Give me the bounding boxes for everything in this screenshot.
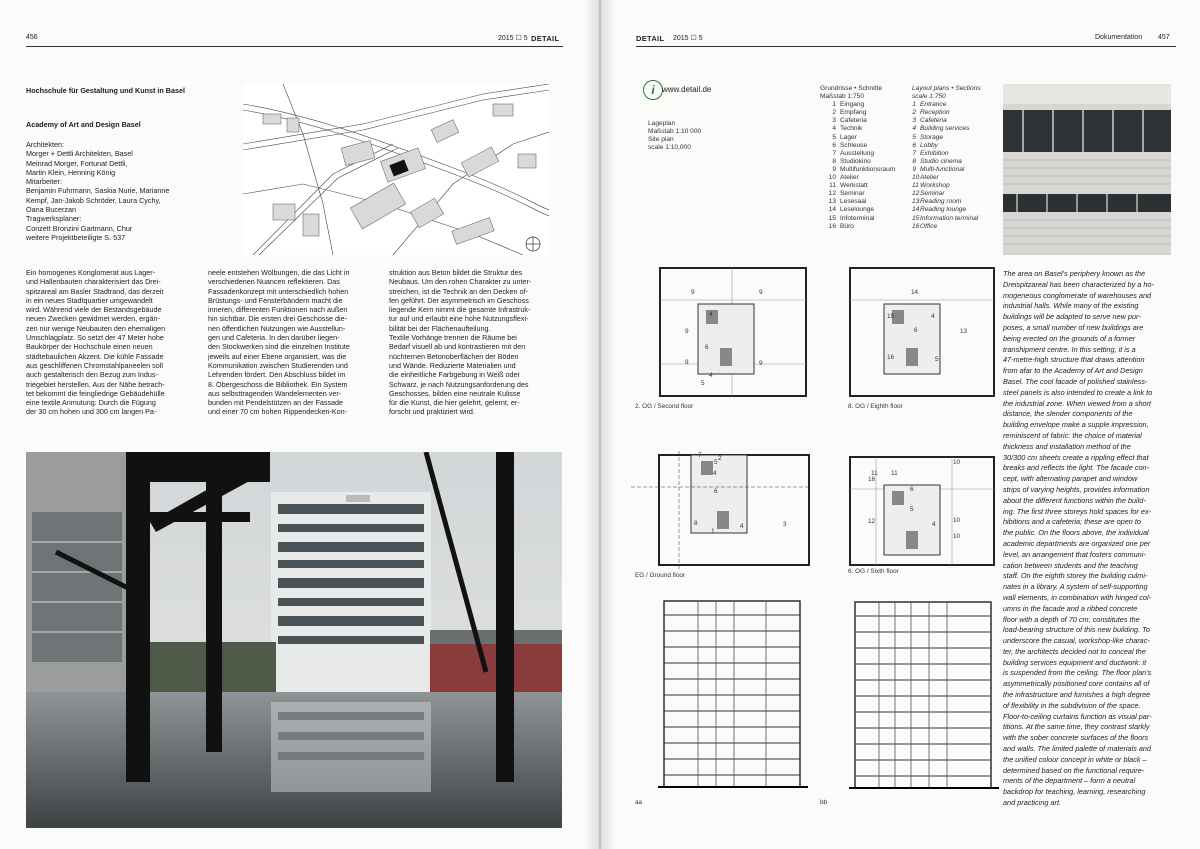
legend-row xyxy=(820,223,895,231)
legend-label-en: Multi-functional xyxy=(920,165,965,173)
legend-number: 3 xyxy=(832,117,836,125)
legend-number: 9 xyxy=(832,165,836,173)
plan-room-number: 1 xyxy=(711,528,715,535)
plan-room-number: 6 xyxy=(910,486,914,493)
english-line: the industrial zone. When viewed from a short xyxy=(1003,398,1152,408)
body-line: neuen Zwecken gewidmet werden, ergän- xyxy=(26,314,160,324)
website-url[interactable]: www.detail.de xyxy=(662,85,712,94)
english-line: Basel. The cool facade of polished stainless- xyxy=(1003,376,1148,386)
plan-room-number: 10 xyxy=(953,517,961,524)
credit-line: weitere Projektbeteiligte S. 537 xyxy=(26,232,126,242)
body-line: hin sichtbar. Die ersten drei Geschosse die- xyxy=(208,314,348,324)
body-line: und Wände. Reduzierte Materialien und xyxy=(389,360,516,370)
english-line: academic departments are organized one per xyxy=(1003,538,1151,548)
legend-label-de: Eingang xyxy=(840,101,865,109)
legend-number: 11 xyxy=(829,182,836,190)
legend-row xyxy=(820,158,895,166)
legend-number: 10 xyxy=(912,174,920,182)
legend-row xyxy=(912,158,981,166)
english-line: and walls. The limited palette of materials and xyxy=(1003,744,1152,754)
legend-number: 6 xyxy=(912,141,916,149)
legend-row xyxy=(912,142,981,150)
legend-label-de: Leselounge xyxy=(840,206,875,214)
english-line: the infrastructure and furnishes a high degree xyxy=(1003,690,1151,700)
body-line: für die Kunst, die hier gelehrt, gelernt, er- xyxy=(389,398,520,408)
issue-right: 2015 ☐ 5 xyxy=(673,35,703,42)
legend-number: 13 xyxy=(912,198,920,206)
body-line: liegende Kern nimmt die gesamte Infrastruk- xyxy=(389,305,531,315)
body-line: in ein neues Stadtquartier umgewandelt xyxy=(26,295,153,305)
caption-second-floor: 2. OG / Second floor xyxy=(635,403,694,410)
plan-room-number: 4 xyxy=(932,521,936,528)
plan-room-number: 13 xyxy=(960,328,968,335)
plan-room-number: 4 xyxy=(709,372,713,379)
body-column-2 xyxy=(208,268,386,417)
body-line: bilität bei der Flächenaufteilung. xyxy=(389,323,491,333)
legend-row xyxy=(820,215,895,223)
body-line: städtebaulichen Akzent. Die kühle Fassade xyxy=(26,351,164,361)
legend-row xyxy=(912,223,981,231)
legend-number: 14 xyxy=(828,206,836,214)
body-line: zen nur wenige Neubauten den ehemaligen xyxy=(26,323,166,333)
legend-number: 8 xyxy=(912,157,916,165)
detail-logo-left: DETAIL xyxy=(531,34,560,43)
plan-room-number: 16 xyxy=(887,354,895,361)
legend-heading: scale 1:750 xyxy=(912,93,946,101)
siteplan-caption-line: Lageplan xyxy=(648,120,676,127)
english-line: level, an arrangement that fosters communi- xyxy=(1003,549,1146,559)
legend-row xyxy=(820,182,895,190)
legend-label-en: Entrance xyxy=(920,101,947,109)
english-line: industrial halls. While many of the existing xyxy=(1003,301,1139,311)
credit-line: Meinrad Morger, Fortunat Dettli, xyxy=(26,158,128,168)
credit-line: Kempf, Jan-Jakob Schröder, Laura Cychy, xyxy=(26,195,161,205)
legend-row xyxy=(912,117,981,125)
legend-number: 16 xyxy=(828,222,836,230)
site-plan-drawing xyxy=(243,84,549,255)
legend-german xyxy=(820,85,895,231)
plan-room-number: 4 xyxy=(740,523,744,530)
legend-row xyxy=(912,166,981,174)
english-line: backdrop for teaching, learning, researching xyxy=(1003,787,1146,797)
body-line: nen öffentlichen Nutzungen wie Ausstellun- xyxy=(208,323,346,333)
body-line: Textile Vorhänge trennen die Räume bei xyxy=(389,333,517,343)
section-name: Dokumentation xyxy=(1095,34,1143,41)
body-line: Umschlagplatz. So setzt der 47 Meter hohe xyxy=(26,333,164,343)
credit-line: Conzett Bronzini Gartmann, Chur xyxy=(26,223,133,233)
body-line: aus geschliffenen Chromstahlpaneelen soll xyxy=(26,360,163,370)
body-line: inneren, differenten Funktionen nach außen xyxy=(208,305,348,315)
caption-ground-floor: EG / Ground floor xyxy=(635,572,686,579)
legend-number: 2 xyxy=(912,109,916,117)
body-line: aus selbsttragenden Wandelementen ver- xyxy=(208,388,342,398)
body-line: Brüstungs- und Fensterbändern macht die xyxy=(208,295,343,305)
legend-label-de: Lesesaal xyxy=(840,198,867,206)
plan-room-number: 11 xyxy=(871,470,878,477)
legend-row xyxy=(820,117,895,125)
siteplan-caption xyxy=(648,120,701,152)
body-line: die einheitliche Farbgebung in Weiß oder xyxy=(389,370,520,380)
legend-row xyxy=(912,125,981,133)
body-line: der 30 cm hohen und 300 cm langen Pa- xyxy=(26,407,157,417)
english-line: mogeneous conglomerate of warehouses and xyxy=(1003,290,1152,300)
legend-row xyxy=(820,190,895,198)
english-line: of flexibility in the subdivision of the space. xyxy=(1003,700,1141,710)
legend-number: 1 xyxy=(912,101,916,109)
siteplan-caption-line: Maßstab 1:10 000 xyxy=(648,128,702,136)
english-line: building services equipment and ductwork: it xyxy=(1003,657,1147,667)
legend-row xyxy=(820,134,895,142)
english-line: building envelope make a supple impression, xyxy=(1003,420,1149,430)
legend-number: 7 xyxy=(912,149,916,157)
legend-row xyxy=(820,166,895,174)
plan-room-number: 7 xyxy=(698,452,702,459)
legend-number: 14 xyxy=(912,206,920,214)
legend-row xyxy=(820,101,895,109)
body-line: auch gestalterisch den Bezug zum Indus- xyxy=(26,370,158,380)
plan-room-number: 5 xyxy=(910,506,914,513)
english-line: with the sober concrete surfaces of the floors xyxy=(1003,733,1149,743)
header-rule-left xyxy=(26,46,563,47)
plan-room-number: 8 xyxy=(694,520,698,527)
plan-room-number: 3 xyxy=(783,521,787,528)
legend-number: 5 xyxy=(912,133,916,141)
body-line: triegebiet herstellen. Aus der Nähe betrach- xyxy=(26,379,165,389)
legend-label-de: Studiokino xyxy=(840,157,871,165)
legend-row xyxy=(912,182,981,190)
legend-row xyxy=(820,198,895,206)
english-text xyxy=(1003,269,1179,809)
body-line: wird. Während viele der Bestandsgebäude xyxy=(26,305,162,315)
legend-label-de: Technik xyxy=(840,125,863,133)
legend-label-de: Werkstatt xyxy=(840,182,868,190)
caption-eighth-floor: 8. OG / Eighth floor xyxy=(848,403,903,410)
legend-number: 2 xyxy=(832,109,836,117)
body-column-3 xyxy=(389,268,567,417)
legend-number: 9 xyxy=(912,165,916,173)
plan-room-number: 5 xyxy=(935,356,939,363)
page-number-right: 457 xyxy=(1158,34,1170,41)
header-rule-right xyxy=(636,46,1176,47)
body-line: Lehrenden fördert. Den Abschluss bildet im xyxy=(208,370,346,380)
body-line: tet bekommt die feingliedrige Gebäudehülle xyxy=(26,388,165,398)
page-number-left: 456 xyxy=(26,34,38,41)
siteplan-caption-line: Site plan xyxy=(648,136,674,144)
english-line: buildings will be adapted to serve new pur- xyxy=(1003,312,1141,322)
legend-number: 6 xyxy=(832,141,836,149)
english-line: Dreispitzareal has been characterized by a ho- xyxy=(1003,279,1154,289)
legend-label-de: Schleuse xyxy=(840,141,868,149)
legend-number: 12 xyxy=(912,190,920,198)
legend-number: 8 xyxy=(832,157,836,165)
english-line: underscore the casual, workshop-like charac- xyxy=(1003,636,1150,646)
english-line: cept, with alternating parapet and window xyxy=(1003,474,1138,484)
english-line: strips of varying heights, provides information xyxy=(1003,484,1150,494)
english-line: floor with a depth of 70 cm, constitutes the xyxy=(1003,614,1140,624)
english-line: poses, a small number of new buildings are xyxy=(1003,322,1144,332)
legend-label-de: Seminar xyxy=(840,190,865,198)
caption-sixth-floor: 6. OG / Sixth floor xyxy=(848,568,899,575)
legend-number: 3 xyxy=(912,117,916,125)
legend-row xyxy=(820,125,895,133)
body-line: und einer 70 cm hohen Rippendecken-Kon- xyxy=(208,407,348,417)
english-line: steel panels is also intended to create a link to xyxy=(1003,387,1153,397)
credit-line: Architekten: xyxy=(26,140,64,149)
section-bb xyxy=(849,596,999,796)
body-line: Neubaus. Um den rohen Charakter zu unter- xyxy=(389,277,532,287)
english-line: the unified colour concept in white or black – xyxy=(1003,754,1147,764)
legend-row xyxy=(912,101,981,109)
legend-number: 13 xyxy=(828,198,836,206)
plan-room-number: 11 xyxy=(891,470,898,477)
plan-room-number: 10 xyxy=(953,533,961,540)
plan-room-number: 15 xyxy=(887,313,895,320)
body-line: verschiedenen Nuancen reflektieren. Das xyxy=(208,277,340,287)
english-line: The area on Basel's periphery known as the xyxy=(1003,269,1146,278)
body-line: nüchternen Betonoberflächen der Böden xyxy=(389,351,519,361)
legend-label-en: Workshop xyxy=(920,182,950,190)
legend-row xyxy=(912,134,981,142)
plan-room-number: 2 xyxy=(718,455,722,462)
english-line: thickness and installation method of the xyxy=(1003,441,1131,451)
body-line: struktion aus Beton bildet die Struktur des xyxy=(389,268,523,277)
legend-number: 1 xyxy=(832,101,836,109)
legend-row xyxy=(820,206,895,214)
english-line: load-bearing structure of this new building. To xyxy=(1003,625,1150,635)
english-line: from afar to the Academy of Art and Design xyxy=(1003,366,1143,376)
legend-label-en: Exhibition xyxy=(920,149,949,157)
body-line: Kommunikation zwischen Studierenden und xyxy=(208,360,348,370)
english-line: ing. The first three storeys hold spaces for ex- xyxy=(1003,506,1152,516)
legend-row xyxy=(912,174,981,182)
body-line: Schwarz, je nach Nutzungsanforderung des xyxy=(389,379,529,389)
legend-label-de: Ausstellung xyxy=(840,149,875,157)
legend-number: 10 xyxy=(828,174,836,182)
legend-row xyxy=(820,174,895,182)
english-line: reminiscent of fabric: the choice of material xyxy=(1003,430,1142,440)
legend-row xyxy=(912,215,981,223)
credit-line: Mitarbeiter: xyxy=(26,177,62,187)
title-en: Academy of Art and Design Basel xyxy=(26,120,141,129)
legend-label-de: Multifunktionsraum xyxy=(840,165,896,173)
english-line: ter, the architects decided not to conceal the xyxy=(1003,646,1146,656)
body-line: neele entstehen Wölbungen, die das Licht in xyxy=(208,268,350,277)
english-line: wall elements, in combination with hinged col- xyxy=(1003,592,1152,602)
plan-room-number: 12 xyxy=(868,518,876,525)
legend-number: 12 xyxy=(828,190,836,198)
plan-room-number: 10 xyxy=(953,459,961,466)
detail-logo-right: DETAIL xyxy=(636,34,665,43)
caption-section-bb: bb xyxy=(820,799,828,806)
credit-line: Oana Bucerzan xyxy=(26,205,76,215)
plan-room-number: 6 xyxy=(705,344,709,351)
body-line: gen und Cafeteria. In den darüber liegen- xyxy=(208,333,340,343)
issue-left: 2015 ☐ 5 xyxy=(498,35,528,42)
english-line: hibitions and a cafeteria; these are open to xyxy=(1003,517,1141,527)
body-line: spitzareal am Basler Stadtrand, das derzeit xyxy=(26,286,164,296)
body-line: bunden mit Pendelstützen an der Fassade xyxy=(208,398,344,408)
plan-room-number: 9 xyxy=(759,360,763,367)
legend-label-de: Büro xyxy=(840,222,854,230)
body-line: jeweils auf einer Ebene organisiert, was die xyxy=(208,351,347,361)
legend-number: 5 xyxy=(832,133,836,141)
english-line: ments of the department – form a neutral xyxy=(1003,776,1136,786)
credit-line: Morger + Dettli Architekten, Basel xyxy=(26,149,133,159)
body-line: forscht und praktiziert wird. xyxy=(389,407,475,417)
english-line: titions. At the same time, they contrast starkly xyxy=(1003,722,1150,732)
legend-label-en: Building services xyxy=(920,125,970,133)
english-line: distance, the slender components of the xyxy=(1003,409,1133,419)
english-line: 47-metre-high structure that draws attention xyxy=(1003,355,1145,365)
legend-label-en: Information terminal xyxy=(920,214,979,222)
body-line: Ein homogenes Konglomerat aus Lager- xyxy=(26,268,156,277)
legend-label-en: Lobby xyxy=(920,141,938,149)
body-line: Baukörper der Hochschule einen neuen xyxy=(26,342,153,352)
english-line: asymmetrically positioned core contains all of xyxy=(1003,679,1150,689)
body-column-1 xyxy=(26,268,204,417)
right-page xyxy=(601,0,1200,849)
legend-label-en: Reading room xyxy=(920,198,962,206)
plan-second-floor xyxy=(658,266,808,398)
credit-line: Benjamin Fuhrmann, Saskia Nurie, Marianne xyxy=(26,186,170,196)
legend-english xyxy=(912,85,981,231)
english-line: determined based on the functional require- xyxy=(1003,765,1145,775)
caption-section-aa: aa xyxy=(635,799,643,806)
body-line: eine textile Anmutung: Durch die Fügung xyxy=(26,398,156,408)
plan-room-number: 4 xyxy=(709,311,713,318)
legend-heading: Maßstab 1:750 xyxy=(820,93,864,101)
english-line: the public. On the floors above, the individual xyxy=(1003,528,1149,538)
english-line: umns in the facade and a ribbed concrete xyxy=(1003,603,1138,613)
plan-room-number: 4 xyxy=(713,470,717,477)
english-line: and practicing art. xyxy=(1003,798,1062,808)
credits-block xyxy=(26,140,236,242)
english-line: being erected on the grounds of a former xyxy=(1003,333,1136,343)
legend-label-en: Cafeteria xyxy=(920,117,947,125)
body-line: und Hallenbauten charakterisiert das Drei- xyxy=(26,277,161,287)
body-line: 8. Obergeschoss die Bibliothek. Ein System xyxy=(208,379,348,389)
siteplan-caption-line: scale 1:10,000 xyxy=(648,144,691,152)
legend-label-de: Empfang xyxy=(840,109,867,117)
legend-label-de: Lager xyxy=(840,133,857,141)
section-aa xyxy=(658,595,808,795)
legend-row xyxy=(912,198,981,206)
building-photo xyxy=(26,452,562,828)
legend-label-en: Storage xyxy=(920,133,944,141)
plan-room-number: 4 xyxy=(931,313,935,320)
legend-number: 4 xyxy=(832,125,836,133)
plan-room-number: 6 xyxy=(914,327,918,334)
legend-row xyxy=(820,142,895,150)
legend-label-en: Studio cinema xyxy=(920,157,962,165)
english-line: transhipment centre. In this setting, it is a xyxy=(1003,344,1136,354)
plan-ground-floor xyxy=(631,451,811,569)
body-line: tur auf und erlaubt eine hohe Nutzungsflexi- xyxy=(389,314,529,324)
credit-line: Tragwerksplaner: xyxy=(26,214,82,224)
legend-label-en: Seminar xyxy=(920,190,945,198)
english-line: is suspended from the ceiling. The floor plan's xyxy=(1003,668,1152,678)
left-page xyxy=(0,0,599,849)
plan-room-number: 16 xyxy=(868,476,876,483)
plan-eighth-floor xyxy=(848,266,996,398)
plan-room-number: 6 xyxy=(714,488,718,495)
facade-detail-photo xyxy=(1003,84,1171,255)
plan-room-number: 9 xyxy=(685,359,689,366)
legend-row xyxy=(820,150,895,158)
legend-row xyxy=(912,150,981,158)
website-icon: i xyxy=(643,80,663,100)
credit-line: Martin Klein, Henning König xyxy=(26,167,116,177)
legend-label-en: Reading lounge xyxy=(920,206,967,214)
plan-room-number: 5 xyxy=(714,459,718,466)
plan-room-number: 9 xyxy=(691,289,695,296)
legend-number: 11 xyxy=(912,182,919,190)
legend-number: 7 xyxy=(832,149,836,157)
body-line: streichen, ist die Technik an den Decken of- xyxy=(389,286,528,296)
legend-label-en: Office xyxy=(920,222,938,230)
title-de: Hochschule für Gestaltung und Kunst in Basel xyxy=(26,86,185,95)
plan-room-number: 14 xyxy=(911,289,919,296)
plan-room-number: 5 xyxy=(701,380,705,387)
legend-label-en: Atelier xyxy=(920,174,939,182)
legend-row xyxy=(912,206,981,214)
legend-label-de: Cafeteria xyxy=(840,117,867,125)
legend-row xyxy=(912,190,981,198)
english-line: 30/300 cm sheets create a rippling effect that xyxy=(1003,452,1149,462)
english-line: breaks and reflects the light. The facade con- xyxy=(1003,463,1150,473)
legend-heading: Grundrisse • Schnitte xyxy=(820,85,883,92)
english-line: cation between students and the teaching xyxy=(1003,560,1138,570)
legend-row xyxy=(820,109,895,117)
body-line: Bedarf visuell ab und kontrastieren mit den xyxy=(389,342,526,352)
legend-row xyxy=(912,109,981,117)
legend-number: 4 xyxy=(912,125,916,133)
legend-label-de: Atelier xyxy=(840,174,859,182)
body-line: fen geführt. Der asymmetrisch im Geschoss xyxy=(389,295,529,305)
plan-room-number: 9 xyxy=(685,328,689,335)
legend-number: 15 xyxy=(912,214,920,222)
body-line: Fassadenkonzept mit unterschiedlich hohen xyxy=(208,286,349,296)
plan-room-number: 9 xyxy=(759,289,763,296)
body-line: Geschosses, bilden eine neutrale Kulisse xyxy=(389,388,521,398)
english-line: about the different functions within the build- xyxy=(1003,495,1146,505)
english-line: staff. On the eighth storey the building culmi- xyxy=(1003,571,1148,581)
legend-number: 16 xyxy=(912,222,920,230)
legend-heading: Layout plans • Sections xyxy=(912,85,981,92)
english-line: Floor-to-ceiling curtains function as visual par- xyxy=(1003,711,1152,721)
body-line: den Stockwerken sind die einzelnen Institute xyxy=(208,342,350,352)
legend-label-de: Infoterminal xyxy=(840,214,875,222)
legend-label-en: Reception xyxy=(920,109,950,117)
legend-number: 15 xyxy=(828,214,836,222)
english-line: nates in a library. A system of self-supporting xyxy=(1003,582,1148,592)
